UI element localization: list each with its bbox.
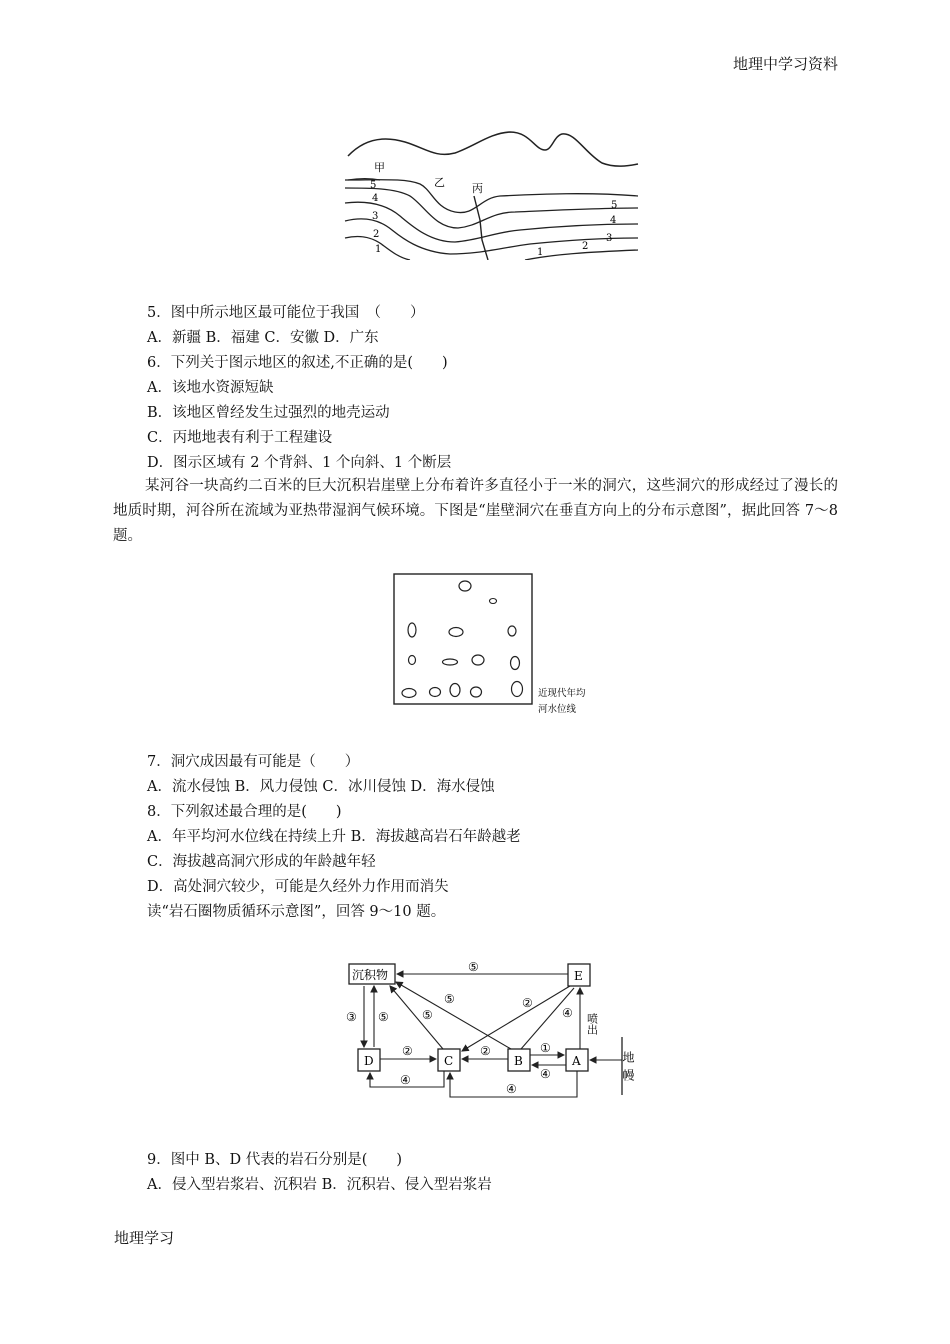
- geologic-section-figure: [340, 128, 640, 260]
- intro-q7-8: 某河谷一块高约二百米的巨大沉积岩崖壁上分布着许多直径小于一米的洞穴，这些洞穴的形成经过了漫长的地质时期，河谷所在流域为亚热带湿润气候环境。下图是“崖壁洞穴在垂直方向上的分布示意图”，据此回答 7～8 题。: [113, 478, 838, 544]
- water-line-label-2: 河水位线: [538, 704, 577, 715]
- label-d: D: [364, 1054, 374, 1068]
- page-footer: 地理学习: [114, 1229, 175, 1247]
- intro-q9-10: 读“岩石圈物质循环示意图”，回答 9～10 题。: [147, 904, 446, 920]
- num-e-c: ②: [522, 996, 533, 1010]
- num-d-c: ②: [402, 1044, 413, 1058]
- q8-option-d: D．高处洞穴较少，可能是久经外力作用而消失: [147, 879, 449, 895]
- layer-right-2: 2: [582, 241, 589, 252]
- num-a-e: ④: [562, 1006, 573, 1020]
- num-e-sed: ⑤: [468, 960, 479, 974]
- q6-option-a: A．该地水资源短缺: [147, 380, 274, 396]
- label-c: C: [444, 1054, 454, 1068]
- label-erupt: 喷出: [585, 1013, 599, 1035]
- num-sed-d: ③: [346, 1010, 357, 1024]
- layer-left-2: 2: [373, 229, 380, 240]
- label-b: B: [514, 1054, 523, 1068]
- q8-stem: 8．下列叙述最合理的是( ): [147, 804, 342, 820]
- num-a-c: ④: [506, 1082, 517, 1096]
- label-bing: 丙: [472, 182, 483, 195]
- label-mantle: 地幔: [621, 1051, 635, 1087]
- cliff-caves-figure: [392, 572, 592, 717]
- q9-stem: 9．图中 B、D 代表的岩石分别是( ): [147, 1152, 403, 1168]
- layer-left-5: 5: [370, 180, 377, 191]
- layer-right-1: 1: [537, 247, 544, 258]
- num-c-d: ④: [400, 1073, 411, 1087]
- label-sediment: 沉积物: [352, 968, 389, 982]
- q8-option-a-b: A．年平均河水位线在持续上升 B．海拔越高岩石年龄越老: [147, 829, 521, 845]
- num-d-sed: ⑤: [378, 1010, 389, 1024]
- num-b-c: ②: [480, 1044, 491, 1058]
- layer-left-1: 1: [375, 244, 382, 255]
- q6-option-d: D．图示区域有 2 个背斜、1 个向斜、1 个断层: [147, 455, 452, 471]
- label-e: E: [574, 969, 583, 983]
- q6-option-c: C．丙地地表有利于工程建设: [147, 430, 333, 446]
- num-c-sed: ⑤: [422, 1008, 433, 1022]
- q9-options: A．侵入型岩浆岩、沉积岩 B．沉积岩、侵入型岩浆岩: [147, 1177, 492, 1193]
- layer-right-3: 3: [606, 233, 613, 244]
- layer-right-5: 5: [611, 200, 618, 211]
- q6-stem: 6．下列关于图示地区的叙述,不正确的是( ): [147, 355, 448, 371]
- num-b-a: ①: [540, 1041, 551, 1055]
- num-b-sed: ⑤: [444, 992, 455, 1006]
- q5-options: A．新疆 B．福建 C．安徽 D．广东: [147, 330, 379, 346]
- layer-left-3: 3: [372, 211, 379, 222]
- q7-stem: 7．洞穴成因最有可能是（ ）: [147, 754, 360, 770]
- rock-cycle-figure: [340, 955, 660, 1105]
- layer-left-4: 4: [372, 193, 379, 204]
- q7-options: A．流水侵蚀 B．风力侵蚀 C．冰川侵蚀 D．海水侵蚀: [147, 779, 495, 795]
- q8-option-c: C．海拔越高洞穴形成的年龄越年轻: [147, 854, 376, 870]
- q5-stem: 5．图中所示地区最可能位于我国 （ ）: [147, 305, 425, 321]
- label-jia: 甲: [374, 161, 385, 174]
- label-a: A: [572, 1054, 581, 1068]
- page-header: 地理中学习资料: [732, 55, 838, 73]
- layer-right-4: 4: [610, 215, 617, 226]
- label-yi: 乙: [434, 176, 445, 189]
- q6-option-b: B．该地区曾经发生过强烈的地壳运动: [147, 405, 390, 421]
- water-line-label-1: 近现代年均: [538, 688, 586, 699]
- num-a-b: ④: [540, 1067, 551, 1081]
